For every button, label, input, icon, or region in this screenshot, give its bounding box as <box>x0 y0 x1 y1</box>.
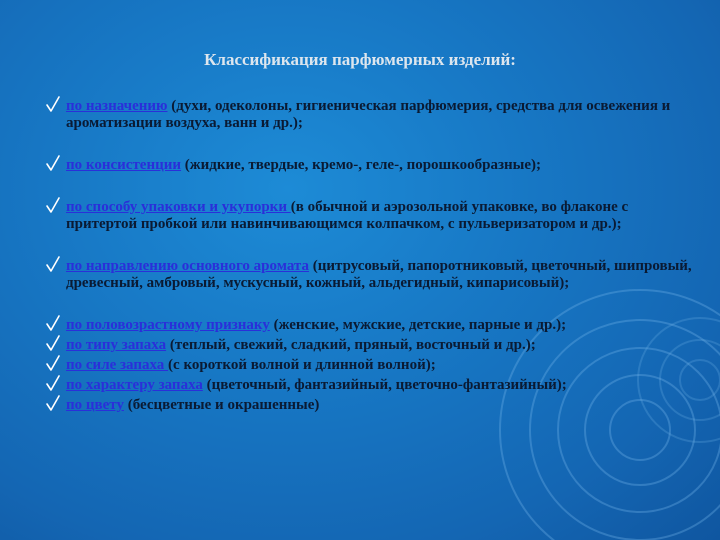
item-description: (бесцветные и окрашенные) <box>123 397 320 413</box>
list-item <box>44 199 699 233</box>
item-link[interactable]: по силе запаха <box>66 357 169 373</box>
slide-title: Классификация парфюмерных изделий: <box>204 50 516 69</box>
check-icon <box>45 374 61 392</box>
list-item <box>44 397 699 414</box>
item-description: (цветочный, фантазийный, цветочно-фантазийный); <box>202 377 567 393</box>
item-link[interactable]: по половозрастному признаку <box>66 317 270 333</box>
item-link[interactable]: по направлению основного аромата <box>66 258 309 274</box>
list-item <box>44 258 699 292</box>
item-description: (цитрусовый, папоротниковый, цветочный, шипровый, древесный, амбровый, мускусный, кожный, альдегидный, кипарисовый); <box>66 258 692 291</box>
list-item <box>44 357 699 374</box>
check-icon <box>45 314 61 332</box>
check-icon <box>45 196 61 214</box>
item-link[interactable]: по характеру запаха <box>66 377 203 393</box>
item-description: (с короткой волной и длинной волной); <box>168 357 436 373</box>
check-icon <box>45 354 61 372</box>
item-link[interactable]: по цвету <box>66 397 124 413</box>
list-item <box>44 317 699 334</box>
check-icon <box>45 95 61 113</box>
item-description: (жидкие, твердые, кремо-, геле-, порошкообразные); <box>181 157 542 173</box>
item-description: (духи, одеколоны, гигиеническая парфюмерия, средства для освежения и ароматизации воздуха, ванн и др.); <box>66 98 671 131</box>
classification-list <box>44 98 699 414</box>
item-link[interactable]: по консистенции <box>66 157 182 173</box>
check-icon <box>45 154 61 172</box>
list-item <box>44 337 699 354</box>
check-icon <box>45 334 61 352</box>
item-link[interactable]: по назначению <box>66 98 168 114</box>
item-description: (в обычной и аэрозольной упаковке, во флаконе с притертой пробкой или навинчивающимся колпачком, с пульверизатором и др.); <box>66 199 629 232</box>
list-item <box>44 98 699 132</box>
check-icon <box>45 255 61 273</box>
list-item <box>44 157 699 174</box>
item-link[interactable]: по способу упаковки и укупорки <box>66 199 291 215</box>
item-link[interactable]: по типу запаха <box>66 337 167 353</box>
item-description: (женские, мужские, детские, парные и др.); <box>269 317 567 333</box>
check-icon <box>45 394 61 412</box>
list-item <box>44 377 699 394</box>
item-description: (теплый, свежий, сладкий, пряный, восточный и др.); <box>166 337 536 353</box>
